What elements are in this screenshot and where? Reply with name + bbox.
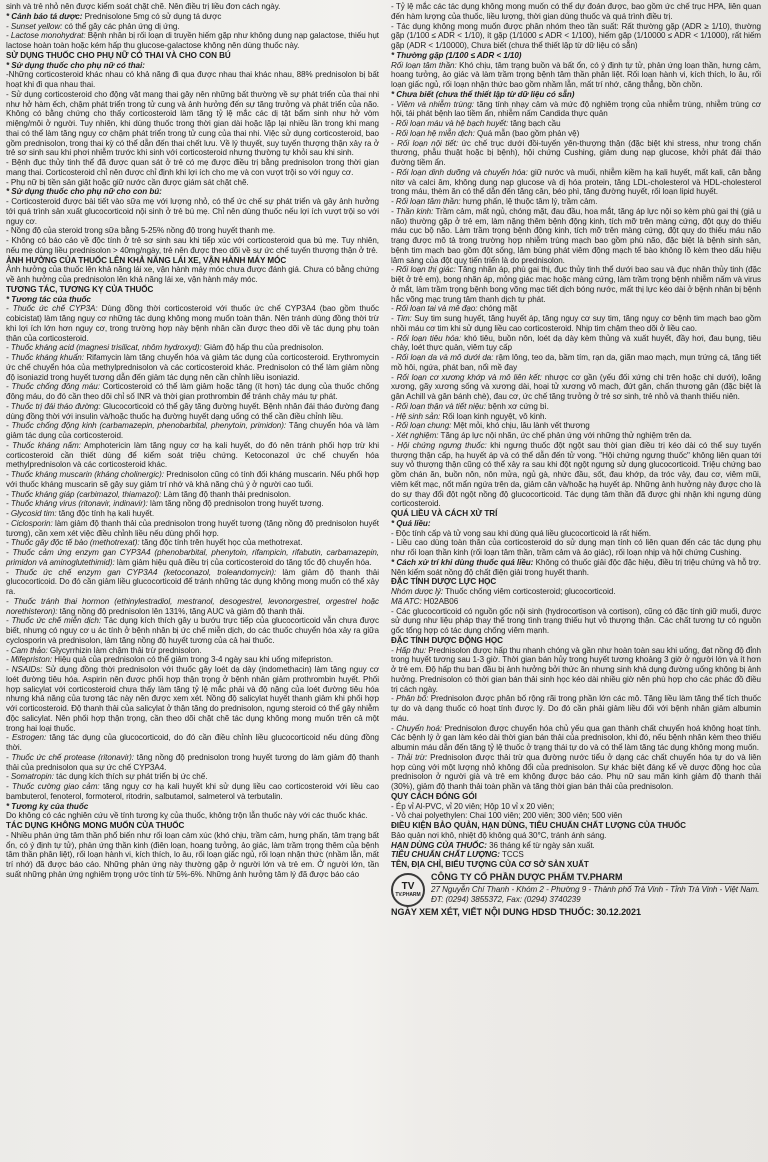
paragraph-lead: - Thuốc ức chế miễn dịch:: [6, 616, 102, 626]
paragraph: - Corticosteroid được bài tiết vào sữa mẹ với lượng nhỏ, có thể ức chế sự phát triển và gây ảnh hưởng tới quá trình sản xuất glucocorticoid nội sinh ở trẻ bú mẹ. Chỉ nên dùng thuốc nếu lợi ích vượt trội so với nguy cơ.: [6, 197, 379, 226]
paragraph-text: làm giảm độ thanh thải của prednisolon trong huyết tương (tăng nồng độ prednisolon huyết tương), cần xem xét việc điều chỉnh liều nếu dùng phối hợp.: [6, 518, 379, 538]
paragraph-text: tăng độc tính trên huyết học của methotrexat.: [139, 538, 303, 548]
paragraph-lead: - Viêm và nhiễm trùng:: [391, 99, 474, 109]
section-heading: SỬ DỤNG THUỐC CHO PHỤ NỮ CÓ THAI VÀ CHO CON BÚ: [6, 50, 231, 60]
paragraph: [6, 421, 379, 441]
paragraph-text: tăng nồng độ prednisolon lên 131%, tăng AUC và giảm độ thanh thải.: [57, 606, 305, 616]
paragraph: [391, 265, 761, 304]
company-name: CÔNG TY CỔ PHẦN DƯỢC PHẨM TV.PHARM: [431, 871, 623, 882]
paragraph-text: giữ nước và muối, nhiễm kiềm hạ kali huyết, mất kali, cân bằng nitơ và calci âm, không dung nạp glucose và dị hóa protein, tăng LDL-cholesterol và HDL-cholesterol trong máu, thèm ăn có thể dẫn đến tăng cân, béo phì, tăng đường huyết, rối loạn lipid huyết.: [391, 167, 761, 197]
paragraph-text: tăng nguy cơ hạ kali huyết khi sử dụng liều cao corticosteroid với liều cao bambuterol, fenoterol, formoterol, ritodrin, salbutamol, salmeterol và terbutalin.: [6, 782, 379, 801]
paragraph: [6, 402, 379, 422]
paragraph-lead: - Hấp thu:: [391, 645, 427, 655]
paragraph: Do không có các nghiên cứu về tính tương kỵ của thuốc, không trộn lẫn thuốc này với các thuốc khác.: [6, 811, 368, 821]
paragraph-lead: HẠN DÙNG CỦA THUỐC:: [391, 840, 487, 850]
company-contact: [431, 895, 759, 905]
section-heading: TƯƠNG TÁC, TƯƠNG KỴ CỦA THUỐC: [6, 284, 154, 294]
paragraph: [6, 22, 379, 32]
paragraph-lead: - Thuốc kháng khuẩn:: [6, 353, 84, 362]
paragraph-lead: * Cách xử trí khi dùng thuốc quá liều:: [391, 557, 534, 567]
paragraph-lead: Rối loạn tâm thần:: [391, 60, 457, 70]
manufacturer-block: [391, 873, 761, 907]
paragraph: [6, 382, 379, 402]
subsection-heading: * Sử dụng thuốc cho phụ nữ cho con bú:: [6, 187, 162, 197]
paragraph-text: Prednisolon được chuyển hóa chủ yếu qua gan thành chất chuyển hoá không hoạt tính. Các bệnh lý ở gan làm kéo dài thời gian bán thải của prednisolon, khi đó, nếu bệnh nhân kèm theo thiếu albumin máu dẫn đến tăng tỷ lệ thuốc ở trạng thái tự do và có thể làm tăng tác dụng không mong muốn.: [391, 723, 761, 752]
paragraph: [6, 490, 379, 500]
paragraph-text: Khó chịu, tâm trạng buồn và bất ổn, có ý định tự tử, phản ứng loạn thần, hưng cảm, hoang tưởng, ảo giác và làm trầm trọng bệnh tâm thần phân liệt. Rối loạn hành vi, kích thích, lo âu, rối loạn giấc ngủ, rối loạn nhận thức bao gồm nhầm lẫn, mất trí nhớ, căng thẳng, bồn chồn.: [391, 60, 761, 89]
paragraph: [391, 100, 761, 120]
paragraph-text: Tăng áp lực nội nhãn, ức chế phản ứng với những thử nghiệm trên da.: [438, 431, 692, 440]
paragraph-text: Rifamycin làm tăng chuyển hóa và giảm tác dụng của corticosteroid. Erythromycin ức chế chuyển hóa của methylprednisolon và các corticosteroid khác. Prednisolon có thể làm giảm nồng độ isoniazid trong huyết tương dẫn đến giảm tác dụng nên cần chỉnh liều isoniazid.: [6, 353, 379, 382]
paragraph-lead: - Rối loạn hệ miễn dịch:: [391, 128, 475, 138]
paragraph: - Tỷ lệ mắc các tác dụng không mong muốn có thể dự đoán được, bao gồm ức chế trục HPA, liên quan đến hàm lượng của thuốc, liều lượng, thời gian dùng thuốc và quá trình điều trị.: [391, 2, 761, 21]
paragraph-text: TCCS: [499, 850, 524, 860]
subsection-heading: * Tương kỵ của thuốc: [6, 801, 89, 811]
paragraph: Bảo quản nơi khô, nhiệt độ không quá 30°C, tránh ánh sáng.: [391, 830, 607, 840]
paragraph: - Nồng độ của steroid trong sữa bằng 5-25% nồng độ trong huyết thanh mẹ.: [6, 226, 276, 236]
paragraph: [6, 353, 379, 382]
paragraph: [391, 61, 761, 90]
paragraph-text: làm tăng nồng độ prednisolon trong huyết tương.: [147, 499, 324, 509]
paragraph: - Sử dụng corticosteroid cho động vật mang thai gây nên những bất thường về sự phát triển của thai nhi như hở hàm ếch, chậm phát triển trong tử cung và ảnh hưởng đến sự tăng trưởng và phát triển của não. Không có bằng chứng cho thấy corticosteroid làm tăng tỷ lệ mắc các dị tật bẩm sinh như hở vòm miệng/môi ở người. Tuy nhiên, khi dùng thuốc trong thời gian dài hoặc lặp lại nhiều lần trong khi mang thai có thể làm tăng nguy cơ chậm phát triển trong tử cung của thai nhi. Việc sử dụng corticosteroid, bao gồm prednisolon, trong thai kỳ có thể dẫn đến thai chết lưu. Về lý thuyết, suy tuyến thượng thận xảy ra ở trẻ sơ sinh sau khi phơi nhiễm trước khi sinh với corticosteroid nhưng thường tự khỏi sau khi sinh.: [6, 89, 379, 158]
paragraph-text: hưng phấn, lệ thuộc tâm lý, trầm cảm.: [460, 197, 598, 206]
paragraph-text: Giảm độ hấp thu của prednisolon.: [201, 343, 324, 353]
paragraph-text: khi ngưng thuốc đột ngột sau thời gian điều trị kéo dài có thể suy tuyến thượng thận cấp, hạ huyết áp và có thể dẫn đến tử vong. "Hội chứng ngưng thuốc" không liên quan tới suy vỏ thượng thận cũng có thể xảy ra sau khi đột ngột ngưng sử dụng glucocorticoid. Triệu chứng bao gồm chán ăn, buồn nôn, nôn mửa, ngủ gà, nhức đầu, sốt, đau khớp, da tróc vảy, đau cơ, viêm mũi, viêm kết mạc, nốt mẩn ngứa trên da, giảm cân và/hoặc hạ huyết áp. Những ảnh hưởng này được cho là do sự thay đổi đột ngột nồng độ glucocorticoid. Tác dụng tâm thần đã được ghi nhận khi ngưng dùng corticosteroid.: [391, 440, 762, 509]
paragraph-text: H02AB06: [421, 596, 459, 606]
phone-number: (0294) 3855372,: [445, 894, 505, 904]
paragraph: - Nhiều phản ứng tâm thần phổ biến như rối loạn cảm xúc (khó chịu, trầm cảm, hưng phấn, tâm trạng bất ổn, có ý định tự tử), phản ứng thần kinh (điên loạn, hoang tưởng, ảo giác, làm trầm trọng thêm của bệnh tâm thần phân liệt), rối loạn hành vi, kích thích, lo âu, rối loạn giấc ngủ, rối loạn nhận thức (nhầm lẫn, mất trí nhớ) đã được báo cáo. Những phản ứng này thường gặp ở người lớn và trẻ em. Ở người lớn, tần suất những phản ứng nghiêm trọng ước tính từ 5%-6%. Những ảnh hưởng tâm lý đã được báo cáo: [6, 830, 379, 879]
paragraph: [391, 412, 761, 422]
paragraph-text: 36 tháng kể từ ngày sản xuất.: [486, 840, 595, 850]
right-column-body: [391, 2, 761, 870]
paragraph-lead: - Mifepriston:: [6, 655, 53, 665]
paragraph-text: tăng bạch cầu: [508, 119, 561, 128]
paragraph-text: Prednisolon cũng có tính đối kháng muscarin. Nếu phối hợp với thuốc kháng muscarin sẽ gây suy giảm trí nhớ và khả năng chú ý ở người cao tuổi.: [6, 470, 379, 489]
paragraph-lead: - Thuốc ức chế CYP3A:: [6, 304, 98, 314]
paragraph-text: rậm lông, teo da, bầm tím, rạn da, giãn mao mạch, mụn trứng cá, tăng tiết mồ hôi, ngứa, phát ban, nổi mề đay: [391, 353, 761, 372]
paragraph-lead: - Thuốc chống đông máu:: [6, 382, 100, 392]
paragraph: [391, 850, 761, 860]
paragraph-text: bệnh xơ cứng bì.: [485, 401, 549, 411]
company-info: [431, 873, 759, 905]
section-heading: ĐẶC TÍNH DƯỢC ĐỘNG HỌC: [391, 635, 503, 645]
paragraph: [6, 548, 379, 568]
paragraph: Ảnh hưởng của thuốc lên khả năng lái xe, vận hành máy móc chưa được đánh giá. Chưa có bằng chứng về ảnh hưởng của prednisolon lên khả năng lái xe, vận hành máy móc.: [6, 265, 379, 284]
paragraph-text: Sử dụng đồng thời prednisolon với thuốc gây loét dạ dày (indomethacin) làm tăng nguy cơ loét đường tiêu hóa. Aspirin nên được phối hợp thận trọng ở bệnh nhân giảm prothrombin huyết. Phối hợp salicylat với corticosteroid chưa thấy làm tăng tỷ lệ mắc phải và độ nặng của loét đường tiêu hóa nhưng khả năng của tương tác này nên được xem xét. Nồng độ salicylat huyết thanh giảm khi phối hợp với corticosteroid. Độ thanh thải của salicylat ở thận tăng do prednisolon, ngưng steroid có thể gây nhiễm độc salicylat. Nên phối hợp thận trọng, cần theo dõi chặt chẽ tác dụng không mong muốn trên cả một trong hai loại thuốc.: [6, 665, 380, 733]
paragraph-lead: - Thuốc tránh thai hormon (ethinylestradiol, mestranol, desogestrel, levonorgestrel, orgestrel hoặc norethisteron):: [6, 596, 379, 616]
paragraph-lead: TIÊU CHUẨN CHẤT LƯỢNG:: [391, 850, 500, 860]
paragraph-text: chóng mặt: [477, 304, 518, 314]
paragraph: [391, 441, 761, 509]
paragraph: [391, 694, 761, 723]
paragraph: [6, 519, 379, 539]
paragraph-lead: - Lactose monohydrat:: [6, 31, 86, 41]
paragraph: - Các glucocorticoid có nguồn gốc nội sinh (hydrocortison và cortison), cũng có đặc tính giữ muối, được sử dụng như liệu pháp thay thế trong tình trạng thiếu hụt vỏ thượng thận. Các chất tương tự có nguồn gốc tổng hợp có tác dụng chống viêm mạnh.: [391, 606, 761, 635]
paragraph: - Phụ nữ bị tiền sản giật hoặc giữ nước cần được giám sát chặt chẽ.: [6, 177, 249, 187]
paragraph-text: Không có thuốc giải độc đặc hiệu, điều trị triệu chứng và hỗ trợ. Nên kiểm soát nồng độ chất điện giải trong huyết thanh.: [391, 557, 761, 577]
subsection-heading: * Thường gặp (1/100 ≤ ADR < 1/10): [391, 50, 522, 60]
paragraph-lead: - Thần kinh:: [391, 206, 434, 216]
paragraph: [391, 841, 761, 851]
paragraph: [6, 343, 379, 353]
paragraph: -Những corticosteroid khác nhau có khả năng đi qua được nhau thai khác nhau, 88% prednisolon bị bất hoạt khi đi qua nhau thai.: [6, 70, 379, 89]
section-heading: TÁC DỤNG KHÔNG MONG MUỐN CỦA THUỐC: [6, 821, 185, 830]
paragraph-text: Tác dụng kích thích gây u bướu trực tiếp của glucocorticoid vẫn chưa được biết, nhưng có nguy cơ u ác tính ở bệnh nhân bị ức chế miễn dịch, do các thuốc chuyển hóa xảy ra giữa cyclosporin và prednisolon, làm tăng nồng độ huyết tương của cả hai thuốc.: [6, 616, 379, 645]
paragraph-text: Hiệu quả của prednisolon có thể giảm trong 3-4 ngày sau khi uống mifepriston.: [52, 655, 333, 665]
divider: [431, 883, 759, 884]
tvpharm-logo: [391, 873, 425, 907]
paragraph-lead: - Glycosid tim:: [6, 509, 57, 518]
paragraph-text: Thuốc chống viêm corticosteroid; glucocorticoid.: [443, 587, 616, 596]
paragraph: - Không có báo cáo về độc tính ở trẻ sơ sinh sau khi tiếp xúc với corticosteroid qua bú mẹ. Tuy nhiên, nếu mẹ dùng liều prednisolon > 40mg/ngày, trẻ nên được theo dõi về sự ức chế tuyến thượng thận ở trẻ.: [6, 236, 379, 255]
paragraph-text: Prednisolone 5mg có sử dụng tá dược: [82, 11, 222, 21]
paragraph: sinh và trẻ nhỏ nên được kiểm soát chặt chẽ. Nên điều trị liều đơn cách ngày.: [6, 2, 281, 11]
paragraph: [6, 753, 379, 773]
paragraph-text: Làm tăng độ thanh thải prednisolon.: [161, 489, 291, 499]
paragraph: [391, 197, 761, 207]
paragraph-text: Mệt mỏi, khó chịu, lâu lành vết thương: [451, 421, 590, 431]
paragraph-text: Suy tim sung huyết, tăng huyết áp, tăng nguy cơ suy tim, tăng nguy cơ bệnh tim mạch bao gồm nhồi máu cơ tim khi sử dụng liều cao corticosteroid. Nhịp tim chậm theo dõi ở liều cao.: [391, 314, 761, 333]
logo-mark: TV: [401, 880, 415, 892]
paragraph: [391, 597, 761, 607]
paragraph-lead: - Estrogen:: [6, 733, 47, 743]
paragraph-lead: - Chuyển hoá:: [391, 723, 442, 733]
paragraph-lead: Nhóm dược lý:: [391, 587, 444, 596]
left-column: [6, 2, 379, 1160]
paragraph: [6, 31, 379, 51]
paragraph-lead: - Sunset yellow:: [6, 21, 63, 31]
paragraph-lead: - Somatropin:: [6, 772, 54, 782]
paragraph: [6, 499, 379, 509]
paragraph-text: tăng tác dụng của glucocorticoid, do đó cần điều chỉnh liều glucocorticoid nếu dùng đồng thời.: [6, 733, 379, 752]
paragraph-lead: - Rối loạn dinh dưỡng và chuyển hóa:: [391, 167, 528, 177]
paragraph: [6, 772, 379, 782]
paragraph: - Ép vỉ Al-PVC, vỉ 20 viên; Hộp 10 vỉ x 20 viên;: [391, 801, 555, 811]
paragraph: [391, 139, 761, 168]
subsection-heading: * Chưa biết (chưa thể thiết lập từ dữ liệu có sẵn): [391, 89, 575, 99]
paragraph-text: nhược cơ gần (yếu đối xứng chi trên hoặc chi dưới), loãng xương, gãy xương sống và xương dài, hoại tử xương vô mạch, đứt gân, chấn thương gân (đặc biệt là gân Achill và gân bánh chè), đau cơ, ức chế tăng trưởng ở trẻ sơ sinh, trẻ nhỏ và thanh thiếu niên.: [391, 372, 761, 401]
paragraph-text: tăng độc tính hạ kali huyết.: [56, 509, 155, 518]
paragraph: - Độc tính cấp và tử vong sau khi dùng quá liều glucocorticoid là rất hiếm.: [391, 528, 651, 538]
paragraph: [391, 168, 761, 197]
paragraph-text: làm giảm độ thanh thải glucocorticoid. Do đó cần giảm liều glucocorticoid để tránh những tác dụng không mong muốn có thể xảy ra.: [6, 567, 379, 596]
paragraph-text: Bệnh nhân bị rối loạn di truyền hiếm gặp như không dung nạp galactose, thiếu hụt lactose hoàn toàn hoặc kém hấp thu glucose-galactose không nên dùng thuốc này.: [6, 31, 379, 50]
paragraph: [6, 304, 379, 343]
paragraph-lead: - NSAIDs:: [6, 665, 43, 674]
paragraph-lead: Mã ATC:: [391, 596, 422, 606]
company-address: 27 Nguyễn Chí Thanh - Khóm 2 - Phường 9 - Thành phố Trà Vinh - Tỉnh Trà Vinh - Việt Nam.: [431, 885, 760, 895]
paragraph: [391, 558, 761, 578]
paragraph: [391, 421, 761, 431]
paragraph: [6, 470, 379, 490]
paragraph-lead: - Rối loạn tai và mê đạo:: [391, 304, 478, 314]
paragraph-lead: - Thải trừ:: [391, 752, 428, 762]
paragraph: [391, 353, 761, 373]
paragraph: - Liều cao dùng toàn thân của corticosteroid do sử dụng mạn tính có liên quan đến các tác dụng phụ như rối loạn thần kinh (rối loạn tâm thần, trầm cảm và ảo giác), rối loạn nhịp và hội chứng Cushing.: [391, 538, 761, 557]
paragraph: [6, 665, 379, 733]
paragraph: [391, 373, 761, 402]
paragraph-text: làm giảm hiệu quả điều trị của corticosteroid do tăng tốc độ chuyển hóa.: [114, 557, 372, 567]
paragraph: - Vỏ chai polyethylen: Chai 100 viên; 200 viên; 300 viên; 500 viên: [391, 811, 623, 821]
review-date: NGÀY XEM XÉT, VIẾT NỘI DUNG HDSD THUỐC: 30.12.2021: [391, 906, 641, 917]
paragraph-lead: - Thuốc chống động kinh (carbamazepin, phenobarbital, phenytoin, primidon):: [6, 421, 287, 431]
paragraph-text: Prednisolon được hấp thu nhanh chóng và gần như hoàn toàn sau khi uống, đạt nồng độ đỉnh trong huyết tương sau 1-3 giờ. Thời gian bán hủy trong huyết tương khoảng 3 giờ ở người lớn và ít hơn ở trẻ em. Độ hấp thu ban đầu bị ảnh hưởng bởi thức ăn nhưng sinh khả dụng đường uống không bị ảnh hưởng. Prednisolon có thời gian bán thải sinh học kéo dài nhiều giờ nên phù hợp cho các phác đồ điều trị cách ngày.: [391, 645, 761, 694]
paragraph: [6, 597, 379, 617]
paragraph: [6, 12, 379, 22]
section-heading: TÊN, ĐỊA CHỈ, BIỂU TƯỢNG CỦA CƠ SỞ SẢN XUẤT: [391, 860, 589, 869]
paragraph-text: Corticosteroid có thể làm giảm hoặc tăng (ít hơn) tác dụng của thuốc chống đông máu, do đó cần theo dõi chỉ số INR và thời gian prothrombin để tránh chảy máu tự phát.: [6, 382, 379, 401]
paragraph-lead: - Rối loạn tâm thần:: [391, 197, 461, 206]
fax-label: Fax:: [506, 894, 522, 904]
paragraph-text: ức chế trục dưới đồi-tuyến yên-thượng thận (đặc biệt khi stress, như trong chấn thương, phẫu thuật hoặc bị bệnh), hội chứng Cushing, giảm dung nạp glucose, khởi phát đái tháo đường tiềm ẩn.: [391, 138, 762, 167]
paragraph-lead: - Thuốc ức chế enzym gan CYP3A4 (ketoconazol, troleandomycin):: [6, 567, 277, 577]
paragraph: [6, 616, 379, 645]
paragraph-lead: - Rối loạn tiêu hóa:: [391, 333, 462, 343]
paragraph: [391, 646, 761, 695]
paragraph-lead: - Ciclosporin:: [6, 518, 53, 528]
paragraph-lead: - Hội chứng ngưng thuốc:: [391, 440, 487, 450]
paragraph-lead: - Rối loạn thị giác:: [391, 265, 456, 275]
paragraph-lead: - Cam thảo:: [6, 645, 48, 655]
paragraph-text: Rối loạn kinh nguyệt, vô kinh.: [440, 411, 547, 421]
paragraph-lead: - Tim:: [391, 314, 412, 323]
paragraph-lead: - Thuốc kháng muscarin (kháng cholinergic):: [6, 470, 164, 479]
paragraph: [6, 509, 379, 519]
paragraph: [6, 568, 379, 597]
section-heading: ĐIỀU KIỆN BẢO QUẢN, HẠN DÙNG, TIÊU CHUẨN CHẤT LƯỢNG CỦA THUỐC: [391, 821, 686, 830]
paragraph-lead: - Hệ sinh sản:: [391, 411, 441, 421]
paragraph-text: Tăng chuyển hóa và làm giảm tác dụng của corticosteroid.: [6, 421, 379, 440]
paragraph-text: Glycyrrhizin làm chậm thải trừ prednisolon.: [47, 645, 202, 655]
paragraph-lead: - Thuốc gây độc tế bào (methotrexat):: [6, 538, 140, 548]
paragraph: [391, 207, 761, 266]
paragraph-lead: - Rối loạn da và mô dưới da:: [391, 353, 494, 362]
paragraph: [6, 538, 379, 548]
section-heading: QUÁ LIỀU VÀ CÁCH XỬ TRÍ: [391, 509, 498, 518]
paragraph: [391, 587, 761, 597]
section-heading: QUY CÁCH ĐÓNG GÓI: [391, 791, 477, 801]
paragraph-lead: * Cảnh báo tá dược:: [6, 11, 83, 21]
paragraph: [391, 304, 761, 314]
paragraph-lead: - Rối loạn máu và hệ bạch huyết:: [391, 119, 509, 128]
right-column: [391, 2, 761, 1160]
fax-number: (0294) 3740239: [524, 894, 581, 904]
paragraph-text: Prednisolon được thải trừ qua đường nước tiểu ở dạng các chất chuyển hóa tự do và liên hợp cùng với một lượng nhỏ không đổi của prednisolon. Sự khác biệt đáng kể về dược động học của prednisolon ở người già và trẻ em không được báo cáo. Phụ nữ sau mãn kinh giảm độ thanh thải (30%), giảm độ thanh thải toàn phần và tăng thời gian bán thải của prednisolon.: [391, 752, 761, 791]
paragraph-text: Quá mẫn (bao gồm phản vệ): [474, 128, 580, 138]
paragraph-text: Amphotericin làm tăng nguy cơ hạ kali huyết, do đó nên tránh phối hợp trừ khi corticosteroid cần thiết dùng để kiểm soát triệu chứng. Ketoconazol ức chế chuyển hóa methylprednisolon và các corticosteroid khác.: [6, 440, 379, 470]
paragraph: [6, 733, 379, 753]
paragraph: [391, 314, 761, 334]
paragraph: [391, 119, 761, 129]
paragraph-lead: - Thuốc kháng virus (ritonavir, indinavir):: [6, 499, 148, 509]
paragraph-lead: - Rối loạn thận và tiết niệu:: [391, 401, 486, 411]
subsection-heading: * Tương tác của thuốc: [6, 294, 91, 304]
paragraph: - Bệnh đục thủy tinh thể đã được quan sát ở trẻ có mẹ được điều trị bằng prednisolon trong thời gian mang thai. Corticosteroid chỉ nên được chỉ định khi lợi ích cho mẹ và con vượt trội so với nguy cơ.: [6, 158, 379, 177]
subsection-heading: * Quá liều:: [391, 518, 431, 528]
paragraph: [391, 431, 761, 441]
paragraph: [6, 782, 379, 802]
paragraph: [6, 655, 379, 665]
paragraph-lead: - Thuốc trị đái tháo đường:: [6, 401, 101, 411]
paragraph-text: tác dụng kích thích sự phát triển bị ức chế.: [53, 772, 208, 782]
paragraph: [391, 129, 761, 139]
paragraph-lead: - Rối loạn nội tiết:: [391, 138, 459, 148]
paragraph-lead: - Thuốc kháng nấm:: [6, 440, 81, 450]
paragraph-lead: - Thuốc kháng acid (magnesi trisilicat, nhôm hydroxyd):: [6, 343, 202, 353]
paragraph-text: Dùng đồng thời corticosteroid với thuốc ức chế CYP3A4 (bao gồm thuốc cobicistat) làm tăng nguy cơ những tác dụng không mong muốn toàn thân. Nên tránh dùng đồng thời trừ khi lợi ích lớn hơn nguy cơ, trong trường hợp này bệnh nhân cần được theo dõi về tác dụng phụ toàn thân của corticosteroid.: [6, 304, 379, 343]
paragraph: [6, 441, 379, 470]
phone-label: ĐT:: [431, 894, 444, 904]
logo-caption: TV.PHARM: [395, 891, 421, 898]
paragraph-lead: - Thuốc ức chế protease (ritonavir):: [6, 752, 134, 762]
paragraph-lead: - Rối loạn cơ xương khớp và mô liên kết:: [391, 372, 542, 382]
paragraph-text: Tăng nhãn áp, phù gai thị, đục thủy tinh thể dưới bao sau và đục nhân thủy tinh (đặc biệt ở trẻ em), bong nhãn áp, mỏng giác mạc hoặc màng cứng, làm trầm trọng bệnh nhiễm nấm và virus ở mắt, làm trầm trọng bệnh bong võng mạc tiết dịch bóng nước, mất thị lực kéo dài ở bệnh nhân bị bệnh hắc võng mạc trung tâm thanh dịch tự phát.: [391, 265, 761, 304]
paragraph-text: tăng tính nhạy cảm và mức độ nghiêm trọng của nhiễm trùng, nhiễm trùng cơ hội, tái phát bệnh lao tiềm ẩn, nhiễm nấm Candida thực quản: [391, 99, 761, 119]
paragraph: [391, 334, 761, 354]
paragraph-text: có thể gây các phản ứng dị ứng.: [62, 21, 180, 31]
section-heading: ẢNH HƯỞNG CỦA THUỐC LÊN KHẢ NĂNG LÁI XE, VẬN HÀNH MÁY MÓC: [6, 255, 287, 265]
paragraph: - Tác dụng không mong muốn được phân nhóm theo tần suất: Rất thường gặp (ADR ≥ 1/10), thường gặp (1/100 ≤ ADR < 1/10), ít gặp (1/1000 ≤ ADR < 1/100), hiếm gặp (1/10000 ≤ ADR < 1/1000), rất hiếm gặp (ADR < 1/10000), Chưa biết (chưa thể thiết lập từ dữ liệu có sẵn): [391, 21, 761, 50]
paragraph-text: Glucocorticoid có thể gây tăng đường huyết. Bệnh nhân đái tháo đường đang dùng đồng thời với insulin và/hoặc thuốc hạ đường huyết dạng uống có thể cần điều chỉnh liều.: [6, 401, 379, 421]
paragraph-lead: - Thuốc cảm ứng enzym gan CYP3A4 (phenobarbital, phenytoin, rifampicin, rifabutin, carbamazepin, primidon và aminoglutethimid):: [6, 548, 379, 567]
paragraph: [391, 402, 761, 412]
section-heading: ĐẶC TÍNH DƯỢC LỰC HỌC: [391, 577, 497, 587]
paragraph-lead: - Thuốc kháng giáp (carbimazol, thiamazol):: [6, 489, 162, 499]
paragraph-text: Trầm cảm, mất ngủ, chóng mặt, đau đầu, hoa mắt, tăng áp lực nội sọ kèm phù gai thị (giả u não) thường gặp ở trẻ em, làm nặng thêm bệnh động kinh, tích mỡ trên màng cứng, đột quỵ do thiếu máu cục bộ não. Làm trầm trọng bệnh động kinh, tích mỡ trên màng cứng, đột quỵ do thiếu máu não trạng được mô tả trong trường hợp nhiễm trùng mạch bao gồm phù não, đặc biệt là bệnh sinh sản, bệnh tim mạch bao gồm đột sống, lâm bùng phát viêm động mạch tế bào không lồ kèm theo dấu hiệu lâm sàng của đột quỵ tiến triển là do prednisolon.: [391, 206, 762, 265]
paragraph-lead: - Phân bố:: [391, 694, 429, 704]
subsection-heading: * Sử dụng thuốc cho phụ nữ có thai:: [6, 60, 145, 70]
paragraph: [391, 753, 761, 792]
paragraph-lead: - Rối loạn chung:: [391, 421, 452, 431]
paragraph-text: Prednisolon được phân bố rộng rãi trong phần lớn các mô. Tăng liều làm tăng thể tích thuốc tự do và dạng thuốc có hoạt tính được lý. Do đó cần phải giảm liều đối với bệnh nhân giảm albumin máu.: [391, 694, 761, 723]
paragraph: [6, 646, 379, 656]
paragraph: [391, 724, 761, 753]
paragraph-lead: - Xét nghiệm:: [391, 431, 439, 440]
paragraph-text: khó tiêu, buồn nôn, loét dạ dày kèm thủng và xuất huyết, đầy hơi, đau bụng, tiêu chảy, loét thực quản, viêm tụy cấp: [391, 333, 761, 353]
paragraph-lead: - Thuốc cường giao cảm:: [6, 782, 100, 791]
paragraph-text: tăng nồng độ prednisolon trong huyết tương do làm giảm độ thanh thải của prednisolon qua sự ức chế CYP3A4.: [6, 752, 379, 772]
